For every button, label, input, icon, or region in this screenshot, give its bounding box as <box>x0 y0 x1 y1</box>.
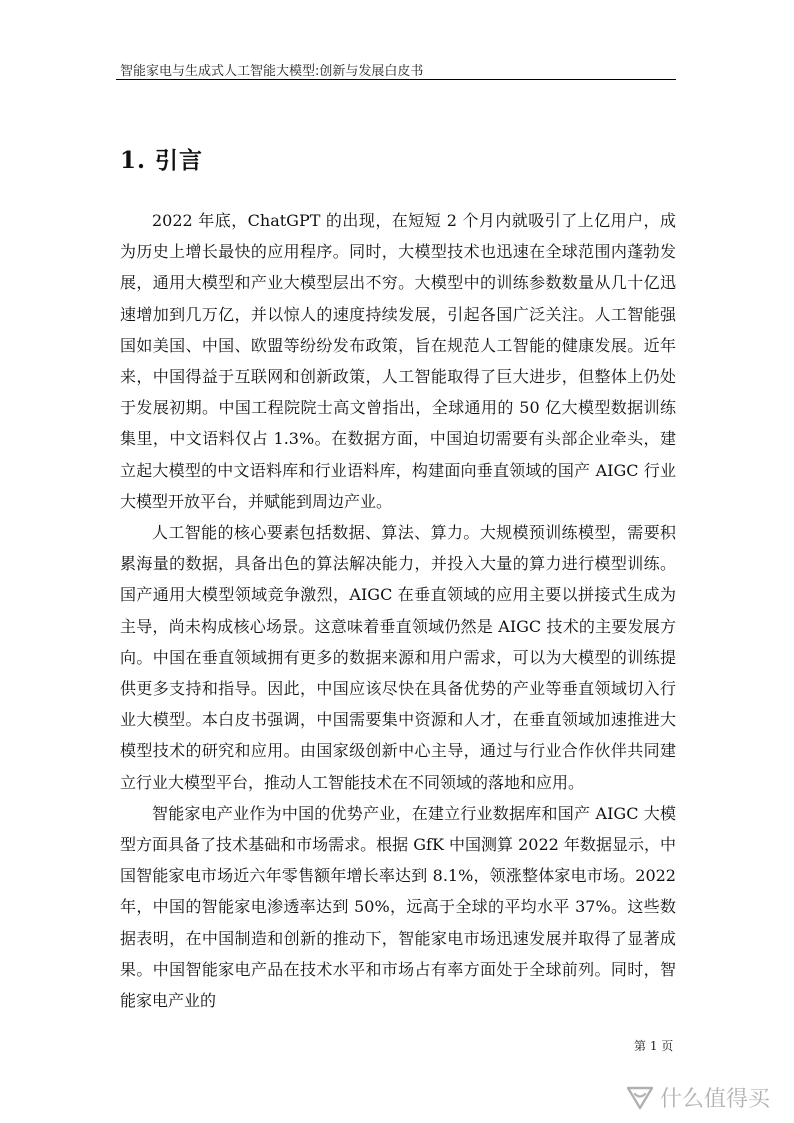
paragraph-1: 2022 年底，ChatGPT 的出现，在短短 2 个月内就吸引了上亿用户，成为历史上增长最快的应用程序。同时，大模型技术也迅速在全球范围内蓬勃发展，通用大模型和产业大模型层出不穷。大模型中的训练参数数量从几十亿迅速增加到几万亿，并以惊人的速度持续发展，引起各国广泛关注。人工智能强国如美国、中国、欧盟等纷纷发布政策，旨在规范人工智能的健康发展。近年来，中国得益于互联网和创新政策，人工智能取得了巨大进步，但整体上仍处于发展初期。中国工程院院士高文曾指出，全球通用的 50 亿大模型数据训练集里，中文语料仅占 1.3%。在数据方面，中国迫切需要有头部企业牵头，建立起大模型的中文语料库和行业语料库，构建面向垂直领域的国产 AIGC 行业大模型开放平台，并赋能到周边产业。 <box>120 211 676 511</box>
header-title: 智能家电与生成式人工智能大模型:创新与发展白皮书 <box>120 64 424 79</box>
header-rule <box>116 79 676 80</box>
paragraph-3: 智能家电产业作为中国的优势产业，在建立行业数据库和国产 AIGC 大模型方面具备了技术基础和市场需求。根据 GfK 中国测算 2022 年数据显示，中国智能家电市场近六年零售额年增长率达到 8.1%，领涨整体家电市场。2022 年，中国的智能家电渗透率达到 50%，远高于全球的平均水平 37%。这些数据表明，在中国制造和创新的推动下，智能家电市场迅速发展并取得了显著成果。中国智能家电产品在技术水平和市场占有率方面处于全球前列。同时，智能家电产业的 <box>120 803 676 1011</box>
body-text <box>120 205 676 1016</box>
smzdm-logo-icon <box>626 1085 654 1111</box>
page-number: 第 1 页 <box>634 1039 674 1053</box>
paragraph-2: 人工智能的核心要素包括数据、算法、算力。大规模预训练模型，需要积累海量的数据，具备出色的算法解决能力，并投入大量的算力进行模型训练。国产通用大模型领域竞争激烈，AIGC 在垂直领域的应用主要以拼接式生成为主导，尚未构成核心场景。这意味着垂直领域仍然是 AIGC 技术的主要发展方向。中国在垂直领域拥有更多的数据来源和用户需求，可以为大模型的训练提供更多支持和指导。因此，中国应该尽快在具备优势的产业等垂直领域切入行业大模型。本白皮书强调，中国需要集中资源和人才，在垂直领域加速推进大模型技术的研究和应用。由国家级创新中心主导，通过与行业合作伙伴共同建立行业大模型平台，推动人工智能技术在不同领域的落地和应用。 <box>120 523 676 792</box>
watermark-text: 什么值得买 <box>660 1087 771 1112</box>
watermark <box>626 1082 770 1113</box>
section-heading: 1. 引言 <box>120 147 204 174</box>
